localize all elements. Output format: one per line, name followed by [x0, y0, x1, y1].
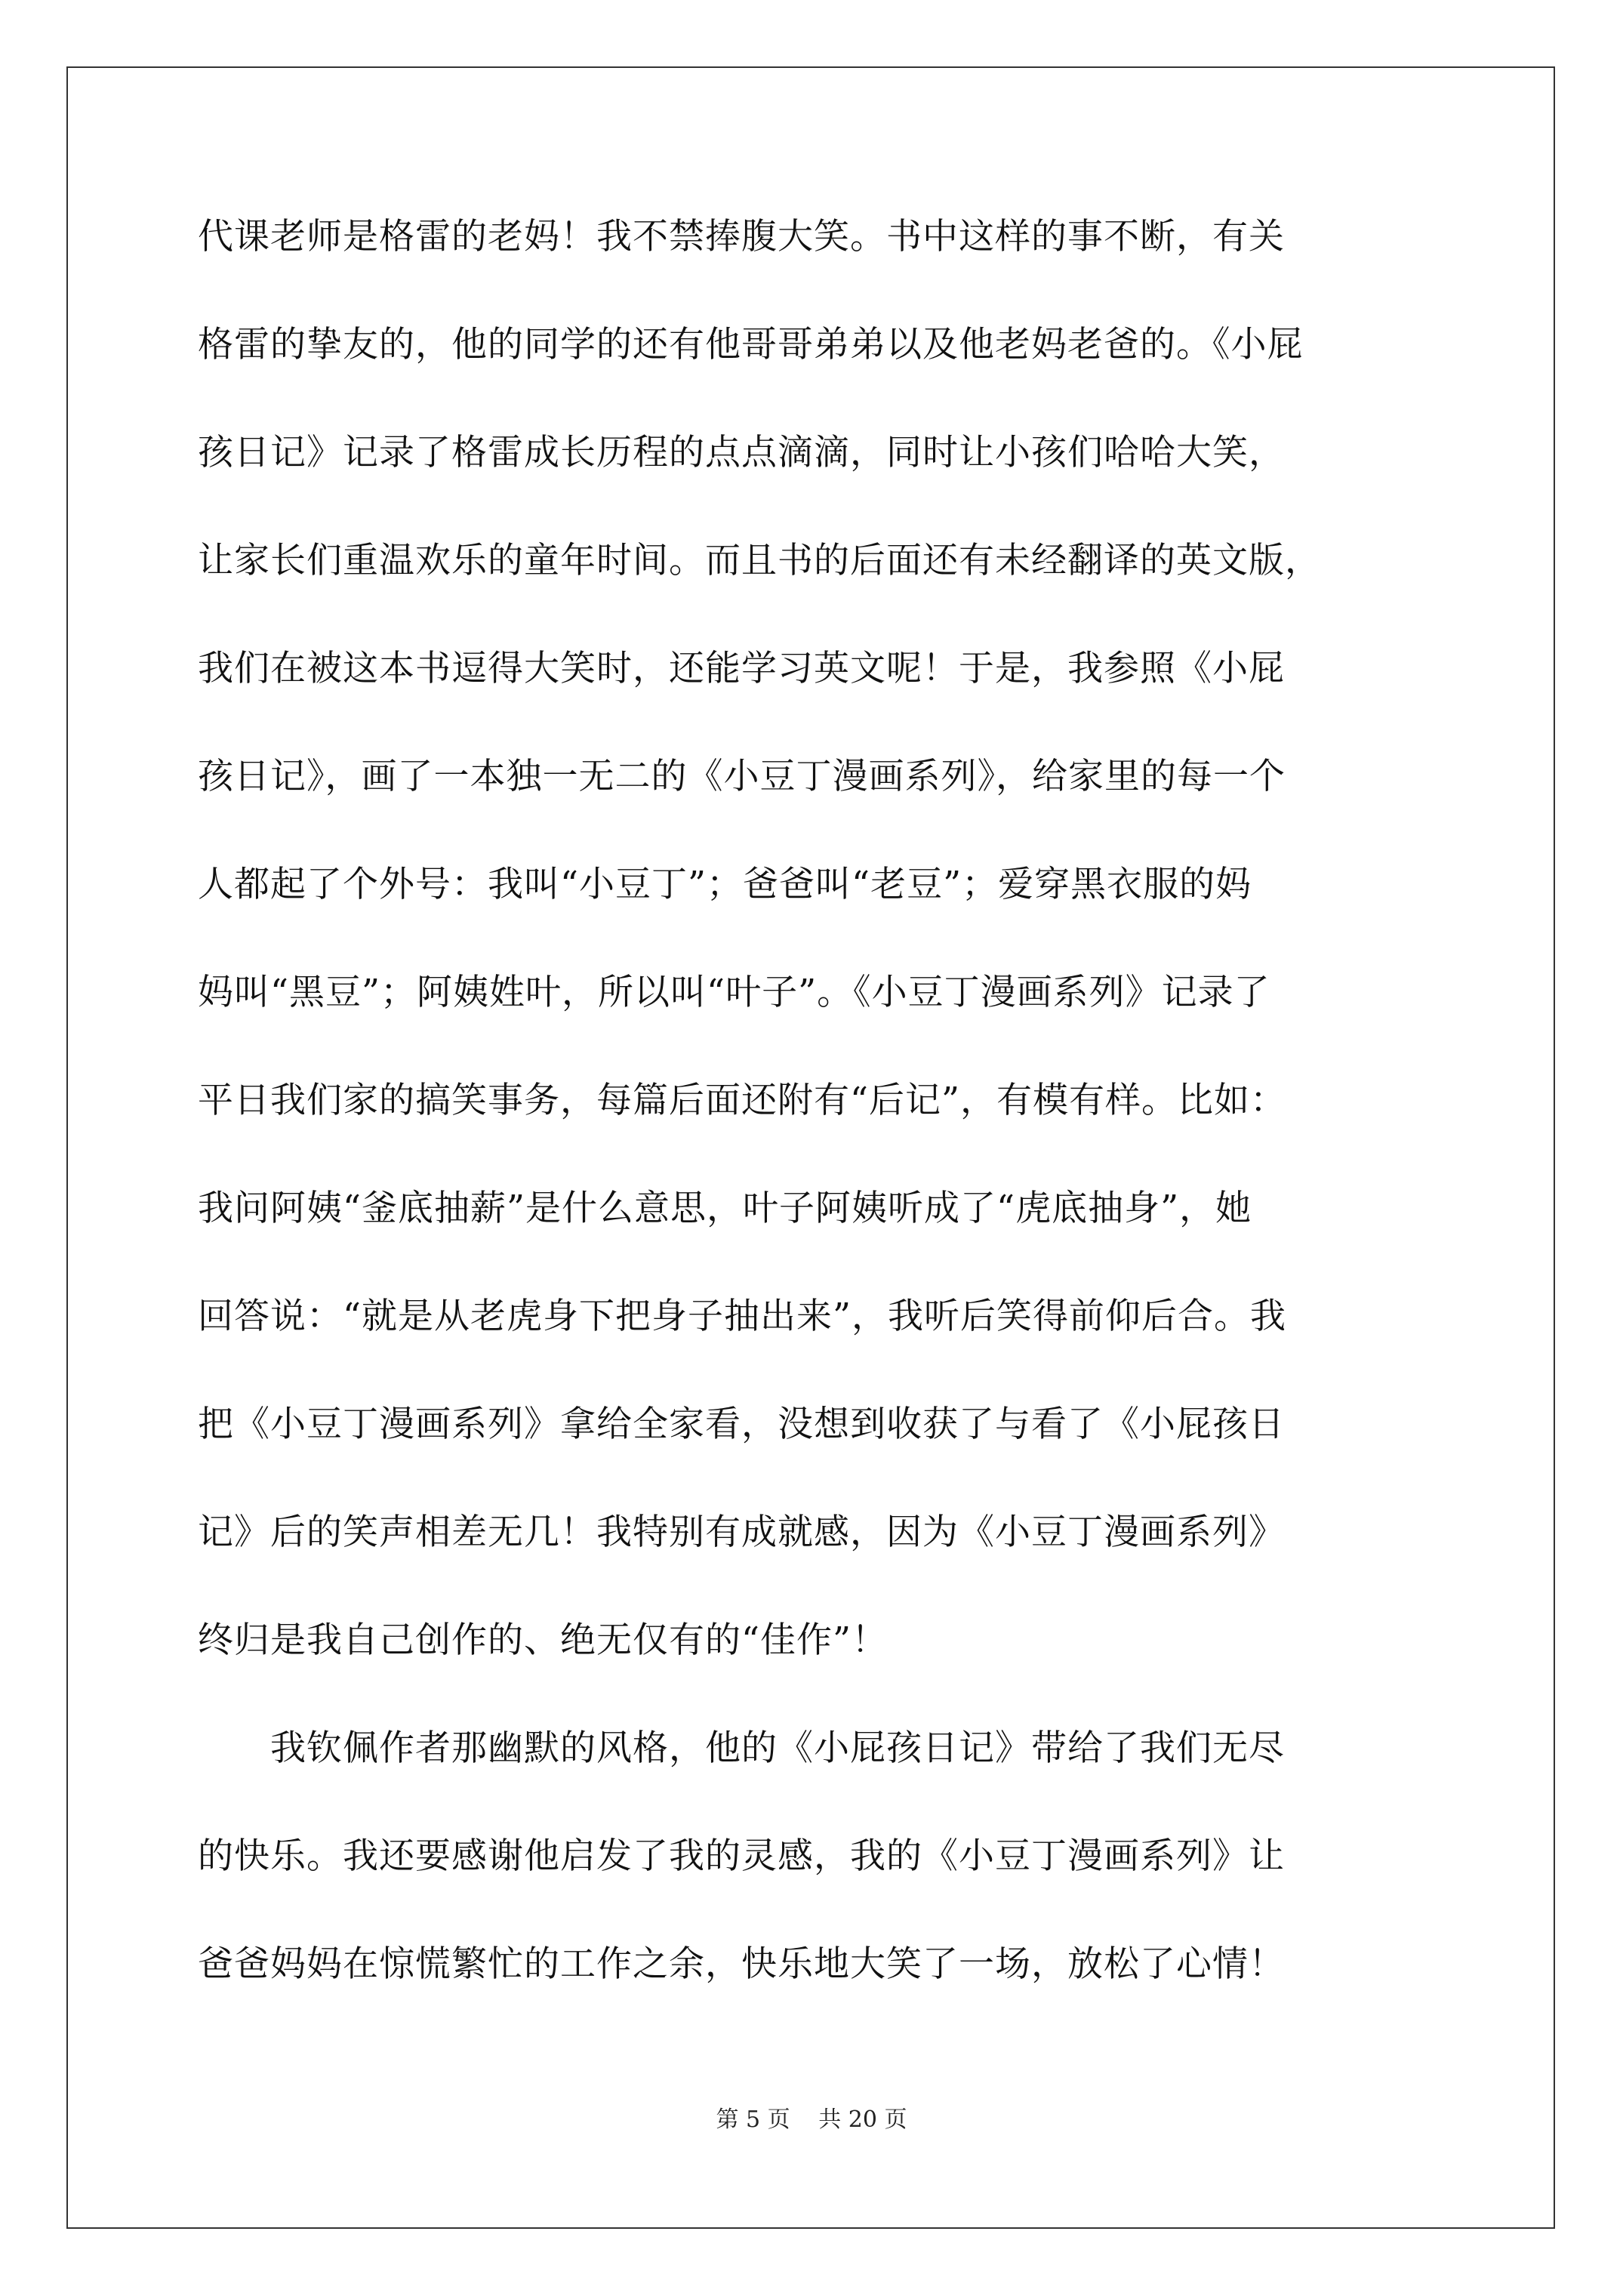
text-line-4: 让家长们重温欢乐的童年时间。而且书的后面还有未经翻译的英文版，	[198, 540, 1321, 581]
text-line-13: 记》后的笑声相差无几！我特别有成就感，因为《小豆丁漫画系列》	[198, 1512, 1285, 1553]
text-line-11: 回答说：“就是从老虎身下把身子抽出来”，我听后笑得前仰后合。我	[198, 1296, 1287, 1337]
text-line-1: 代课老师是格雷的老妈！我不禁捧腹大笑。书中这样的事不断，有关	[198, 216, 1285, 257]
text-line-6: 孩日记》，画了一本独一无二的《小豆丁漫画系列》，给家里的每一个	[198, 756, 1286, 797]
text-line-2: 格雷的挚友的，他的同学的还有他哥哥弟弟以及他老妈老爸的。《小屁	[198, 324, 1304, 365]
text-line-7: 人都起了个外号：我叫“小豆丁”；爸爸叫“老豆”；爱穿黑衣服的妈	[198, 864, 1252, 905]
page-number: 第 5 页	[716, 2106, 790, 2133]
text-line-12: 把《小豆丁漫画系列》拿给全家看，没想到收获了与看了《小屁孩日	[198, 1404, 1285, 1445]
text-line-14: 终归是我自己创作的、绝无仅有的“佳作”！	[198, 1620, 888, 1661]
document-body	[198, 216, 1436, 2054]
text-line-15: 我钦佩作者那幽默的风格，他的《小屁孩日记》带给了我们无尽	[198, 1727, 1285, 1769]
page-total: 共 20 页	[818, 2106, 907, 2133]
text-line-9: 平日我们家的搞笑事务，每篇后面还附有“后记”，有模有样。比如：	[198, 1080, 1287, 1121]
text-line-16: 的快乐。我还要感谢他启发了我的灵感，我的《小豆丁漫画系列》让	[198, 1835, 1285, 1877]
text-line-10: 我问阿姨“釜底抽薪”是什么意思，叶子阿姨听成了“虎底抽身”，她	[198, 1188, 1252, 1229]
text-line-17: 爸爸妈妈在惊慌繁忙的工作之余，快乐地大笑了一场，放松了心情！	[198, 1943, 1285, 1985]
page-footer	[0, 2106, 1623, 2133]
text-line-5: 我们在被这本书逗得大笑时，还能学习英文呢！于是，我参照《小屁	[198, 648, 1285, 689]
text-line-3: 孩日记》记录了格雷成长历程的点点滴滴，同时让小孩们哈哈大笑，	[198, 432, 1285, 473]
text-line-8: 妈叫“黑豆”；阿姨姓叶，所以叫“叶子”。《小豆丁漫画系列》记录了	[198, 972, 1270, 1013]
